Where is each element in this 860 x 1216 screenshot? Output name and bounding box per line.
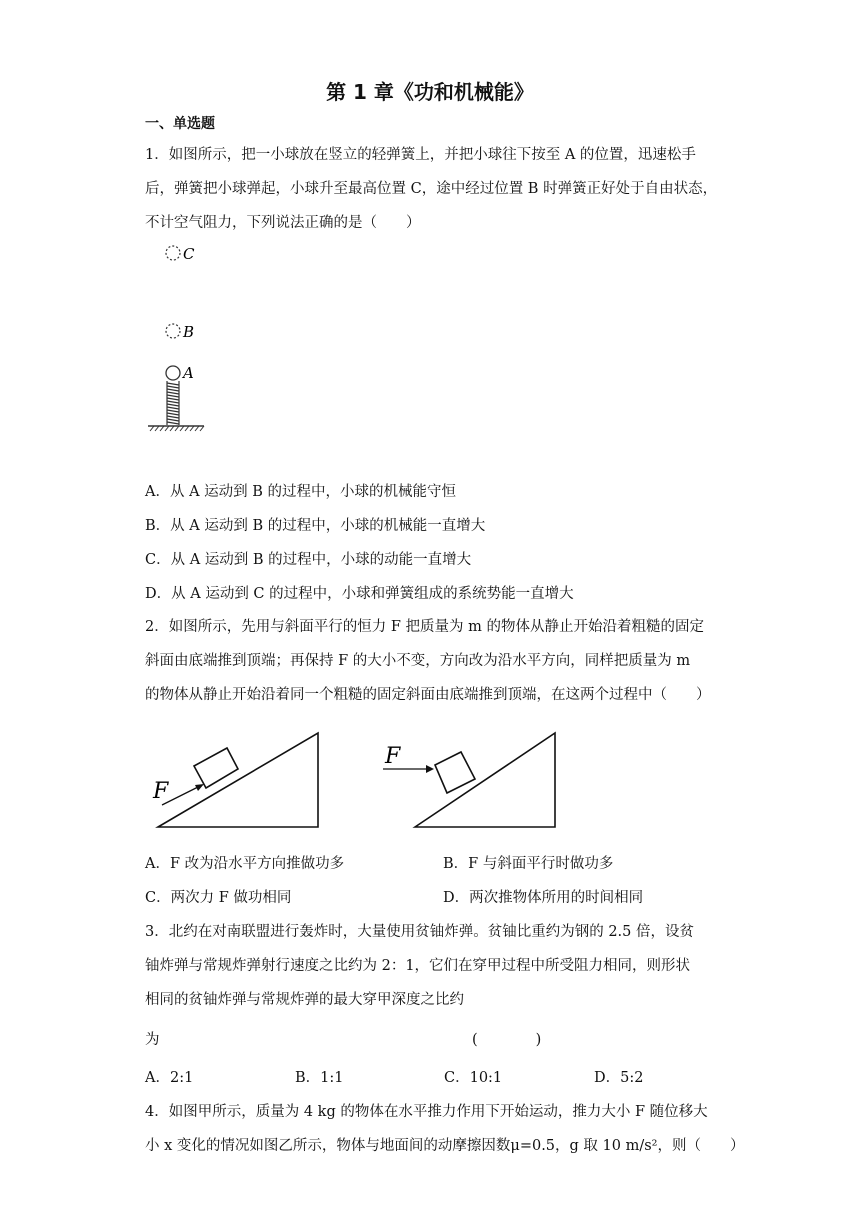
ball-position-b-icon xyxy=(166,324,180,338)
ball-position-c-icon xyxy=(166,246,180,260)
q3-line-3: 相同的贫铀炸弹与常规炸弹的最大穿甲深度之比约 xyxy=(145,992,464,1008)
q2-option-a: A．F 改为沿水平方向推做功多 xyxy=(145,856,345,872)
q2-option-b: B．F 与斜面平行时做功多 xyxy=(443,856,614,872)
q3-option-b: B．1:1 xyxy=(295,1070,344,1086)
q1-line-2: 后，弹簧把小球弹起，小球升至最高位置 C，途中经过位置 B 时弹簧正好处于自由状态， xyxy=(145,181,718,197)
q2-option-d: D．两次推物体所用的时间相同 xyxy=(443,890,644,906)
q3-option-d: D．5:2 xyxy=(594,1070,644,1086)
q1-option-d: D．从 A 运动到 C 的过程中，小球和弹簧组成的系统势能一直增大 xyxy=(145,586,574,602)
q4-line-2: 小 x 变化的情况如图乙所示，物体与地面间的动摩擦因数μ=0.5，g 取 10 m/s²，则（ ） xyxy=(145,1138,745,1154)
ball-position-a-icon xyxy=(166,366,180,380)
q3-option-a: A．2:1 xyxy=(145,1070,194,1086)
q3-line-2: 铀炸弹与常规炸弹射行速度之比约为 2：1，它们在穿甲过程中所受阻力相同，则形状 xyxy=(145,958,691,974)
q2-line-1: 2．如图所示，先用与斜面平行的恒力 F 把质量为 m 的物体从静止开始沿着粗糙的固定 xyxy=(145,619,704,635)
q2-line-3: 的物体从静止开始沿着同一个粗糙的固定斜面由底端推到顶端，在这两个过程中（ ） xyxy=(145,687,711,703)
q1-option-a: A．从 A 运动到 B 的过程中，小球的机械能守恒 xyxy=(145,484,457,500)
label-a: A xyxy=(183,364,194,382)
q3-option-c: C．10:1 xyxy=(444,1070,503,1086)
q2-option-c: C．两次力 F 做功相同 xyxy=(145,890,292,906)
section-heading: 一、单选题 xyxy=(145,116,215,132)
spring-icon xyxy=(167,381,179,425)
q3-line-1: 3．北约在对南联盟进行轰炸时，大量使用贫铀炸弹。贫铀比重约为钢的 2.5 倍，设贫 xyxy=(145,924,695,940)
label-c: C xyxy=(183,245,195,263)
q1-spring-figure xyxy=(140,235,230,435)
block-icon xyxy=(194,748,238,788)
q1-option-c: C．从 A 运动到 B 的过程中，小球的动能一直增大 xyxy=(145,552,472,568)
q4-line-1: 4．如图甲所示，质量为 4 kg 的物体在水平推力作用下开始运动，推力大小 F 随位移大 xyxy=(145,1104,708,1120)
arrow-head-icon xyxy=(195,784,204,791)
label-b: B xyxy=(183,323,195,341)
incline-triangle xyxy=(158,733,318,827)
q3-line-4-left: 为 xyxy=(145,1032,160,1048)
q1-line-3: 不计空气阻力，下列说法正确的是（ ） xyxy=(145,215,421,231)
force-label-f: F xyxy=(153,779,169,804)
incline-triangle xyxy=(415,733,555,827)
ground-icon xyxy=(148,426,204,431)
force-label-f: F xyxy=(385,744,401,769)
q2-incline-figure-1 xyxy=(150,725,330,835)
arrow-head-icon xyxy=(426,765,434,773)
q1-line-1: 1．如图所示，把一小球放在竖立的轻弹簧上，并把小球往下按至 A 的位置，迅速松手 xyxy=(145,147,696,163)
q2-line-2: 斜面由底端推到顶端；再保持 F 的大小不变，方向改为沿水平方向，同样把质量为 m xyxy=(145,653,691,669)
q1-option-b: B．从 A 运动到 B 的过程中，小球的机械能一直增大 xyxy=(145,518,486,534)
q3-answer-bracket: ( ) xyxy=(472,1032,542,1048)
q2-incline-figure-2 xyxy=(375,725,565,835)
page-title: 第 1 章《功和机械能》 xyxy=(326,80,534,104)
block-icon xyxy=(435,752,475,793)
